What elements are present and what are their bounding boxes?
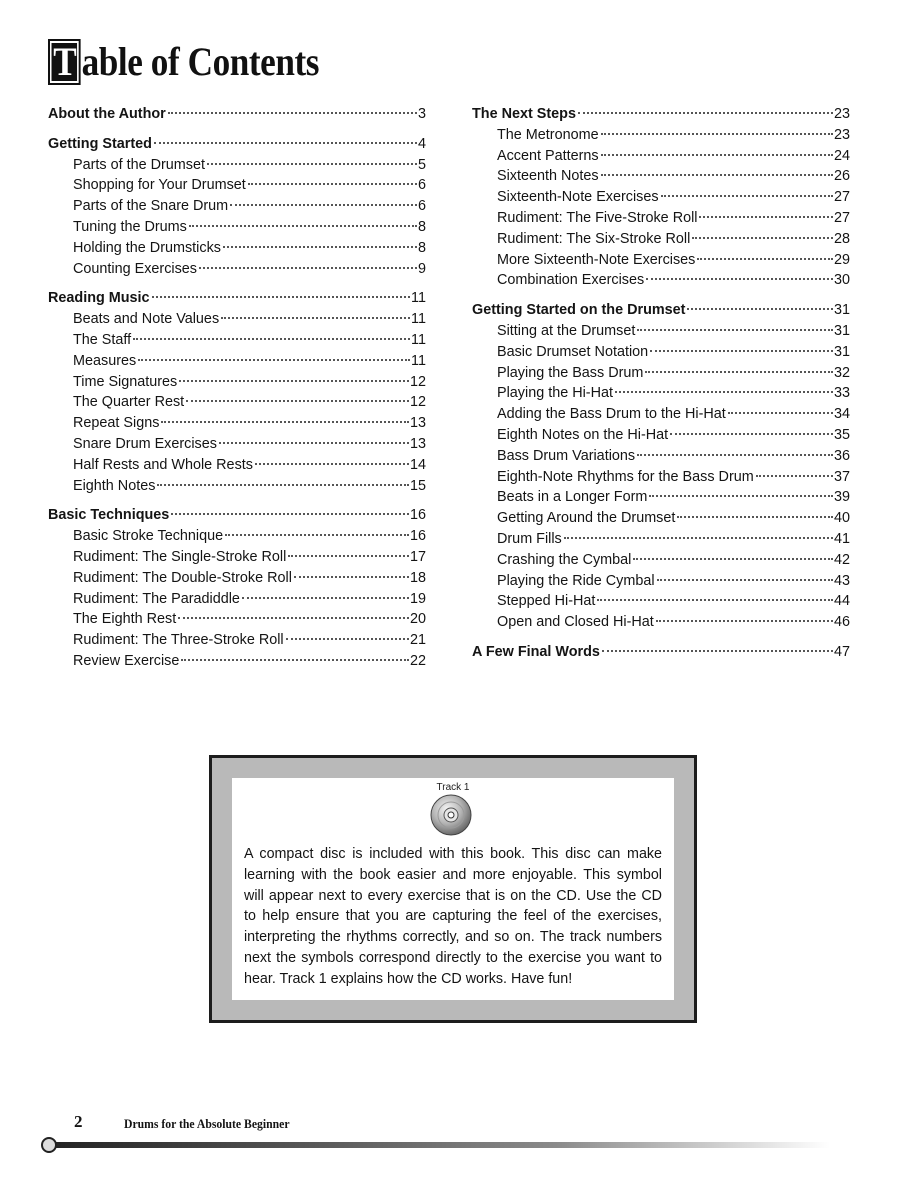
toc-page-number: 36 xyxy=(833,447,850,464)
toc-page-number: 32 xyxy=(833,364,850,381)
toc-page-number: 26 xyxy=(833,168,850,185)
dot-leader xyxy=(637,329,833,331)
page-title xyxy=(48,38,319,86)
toc-page-number: 29 xyxy=(833,251,850,268)
toc-page-number: 8 xyxy=(417,218,426,235)
toc-page-number: 30 xyxy=(833,272,850,289)
toc-page-number: 16 xyxy=(409,528,426,545)
toc-entry-title: Rudiment: The Double-Stroke Roll xyxy=(73,569,292,586)
toc-entry xyxy=(48,392,426,413)
track-label: Track 1 xyxy=(436,782,470,793)
toc-entry-title: Sitting at the Drumset xyxy=(497,322,636,339)
toc-page-number: 37 xyxy=(833,468,850,485)
dot-leader xyxy=(578,112,833,114)
toc-page-number: 39 xyxy=(833,489,850,506)
dot-leader xyxy=(171,513,409,515)
dot-leader xyxy=(633,558,833,560)
dot-leader xyxy=(650,350,833,352)
toc-page-number: 14 xyxy=(409,456,426,473)
toc-section-heading xyxy=(472,642,850,663)
toc-entry xyxy=(48,259,426,280)
toc-entry-title: Rudiment: The Single-Stroke Roll xyxy=(73,548,287,565)
toc-entry-title: A Few Final Words xyxy=(472,643,600,660)
dot-leader xyxy=(161,421,409,423)
toc-page-number: 21 xyxy=(409,632,426,649)
toc-section xyxy=(48,104,426,125)
toc-page-number: 34 xyxy=(833,406,850,423)
toc-entry xyxy=(472,383,850,404)
toc-page-number: 11 xyxy=(411,331,426,348)
toc-page-number: 3 xyxy=(417,106,426,122)
toc-entry xyxy=(48,413,426,434)
toc-entry xyxy=(48,547,426,568)
dot-leader xyxy=(168,112,417,114)
toc-entry-title: Stepped Hi-Hat xyxy=(497,593,596,610)
dot-leader xyxy=(178,617,409,619)
toc-entry-title: Measures xyxy=(73,352,137,369)
toc-entry xyxy=(48,630,426,651)
toc-entry-title: Adding the Bass Drum to the Hi-Hat xyxy=(497,406,726,423)
dot-leader xyxy=(687,308,833,310)
toc-left-column xyxy=(48,104,426,681)
cd-description: A compact disc is included with this book. This disc can make learning with the book easier and more enjoyable. This symbol will appear next to every exercise that is on the CD. Use the CD to help ensure that you are capturing the feel of the exercises, interpreting the rhythms correctly, and so on. The track numbers next the symbols correspond directly to the exercise you want to hear. Track 1 explains how the CD works. Have fun! xyxy=(244,846,662,987)
toc-page-number: 42 xyxy=(833,551,850,568)
toc-entry xyxy=(48,455,426,476)
toc-page-number: 23 xyxy=(833,126,850,143)
toc-page-number: 19 xyxy=(409,590,426,607)
dot-leader xyxy=(649,495,833,497)
toc-page-number: 44 xyxy=(833,593,850,610)
toc-page-number: 27 xyxy=(833,189,850,206)
dot-leader xyxy=(189,225,417,227)
dot-leader xyxy=(601,154,833,156)
dot-leader xyxy=(152,296,410,298)
toc-entry-title: Holding the Drumsticks xyxy=(73,239,221,256)
toc-entry-title: Counting Exercises xyxy=(73,260,197,277)
toc-page-number: 40 xyxy=(833,510,850,527)
toc-entry xyxy=(472,270,850,291)
toc-entry xyxy=(48,175,426,196)
dot-leader xyxy=(697,258,833,260)
toc-entry-title: Eighth Notes on the Hi-Hat xyxy=(497,426,669,443)
toc-entry xyxy=(48,238,426,259)
dot-leader xyxy=(597,599,833,601)
dot-leader xyxy=(661,195,833,197)
toc-page-number: 27 xyxy=(833,209,850,226)
dot-leader xyxy=(294,576,409,578)
toc-entry-title: Accent Patterns xyxy=(497,147,599,164)
toc-entry-title: Basic Techniques xyxy=(48,507,170,524)
toc-entry xyxy=(472,125,850,146)
toc-page-number: 23 xyxy=(833,106,850,122)
toc-entry xyxy=(472,166,850,187)
toc-entry-title: Eighth Notes xyxy=(73,477,156,494)
toc-entry-title: The Metronome xyxy=(497,126,599,143)
toc-entry-title: The Quarter Rest xyxy=(73,394,185,411)
dot-leader xyxy=(656,620,833,622)
dot-leader xyxy=(670,433,833,435)
dot-leader xyxy=(601,174,833,176)
dot-leader xyxy=(645,371,833,373)
toc-page-number: 6 xyxy=(417,177,426,194)
toc-section xyxy=(472,104,850,291)
toc-page-number: 43 xyxy=(833,572,850,589)
dot-leader xyxy=(133,338,410,340)
toc-entry-title: Parts of the Snare Drum xyxy=(73,198,229,215)
toc-entry xyxy=(472,550,850,571)
toc-page-number: 13 xyxy=(409,415,426,432)
dot-leader xyxy=(601,133,833,135)
toc-section-heading xyxy=(48,104,426,125)
toc-entry xyxy=(472,508,850,529)
toc-entry xyxy=(48,434,426,455)
toc-section xyxy=(48,505,426,671)
toc-entry-title: Reading Music xyxy=(48,290,150,307)
toc-page-number: 46 xyxy=(833,614,850,631)
toc-entry xyxy=(472,571,850,592)
dot-leader xyxy=(756,475,833,477)
toc-entry xyxy=(472,404,850,425)
toc-section xyxy=(48,134,426,280)
toc-page-number: 47 xyxy=(833,643,850,660)
toc-entry-title: The Staff xyxy=(73,331,132,348)
dot-leader xyxy=(699,216,833,218)
toc-entry-title: Snare Drum Exercises xyxy=(73,435,217,452)
toc-entry xyxy=(48,609,426,630)
toc-section-heading xyxy=(472,300,850,321)
toc-page-number: 13 xyxy=(409,435,426,452)
dot-leader xyxy=(248,183,417,185)
dot-leader xyxy=(242,597,409,599)
toc-entry xyxy=(48,589,426,610)
toc-page-number: 11 xyxy=(411,311,426,328)
toc-entry-title: The Next Steps xyxy=(472,106,576,122)
toc-section xyxy=(472,300,850,633)
dot-leader xyxy=(615,391,833,393)
toc-entry-title: The Eighth Rest xyxy=(73,611,177,628)
dot-leader xyxy=(657,579,833,581)
dot-leader xyxy=(564,537,833,539)
toc-entry xyxy=(472,321,850,342)
toc-page-number: 24 xyxy=(833,147,850,164)
dot-leader xyxy=(646,278,833,280)
toc-entry-title: Basic Drumset Notation xyxy=(497,343,649,360)
toc-page-number: 17 xyxy=(409,548,426,565)
toc-entry xyxy=(472,487,850,508)
toc-entry-title: Time Signatures xyxy=(73,373,178,390)
dot-leader xyxy=(225,534,409,536)
toc-entry-title: Playing the Ride Cymbal xyxy=(497,572,655,589)
title-rest: able of Contents xyxy=(81,39,320,84)
cd-info-box xyxy=(209,755,697,1023)
toc-entry-title: Playing the Hi-Hat xyxy=(497,385,613,402)
toc-page-number: 28 xyxy=(833,230,850,247)
toc-page-number: 4 xyxy=(417,135,426,152)
toc-page-number: 12 xyxy=(409,373,426,390)
toc-entry-title: Open and Closed Hi-Hat xyxy=(497,614,654,631)
toc-entry-title: Getting Started xyxy=(48,135,152,152)
toc-section xyxy=(48,288,426,496)
dot-leader xyxy=(230,204,417,206)
dot-leader xyxy=(255,463,409,465)
toc-entry xyxy=(48,330,426,351)
dot-leader xyxy=(157,484,409,486)
toc-page-number: 15 xyxy=(409,477,426,494)
dot-leader xyxy=(677,516,833,518)
toc-entry-title: Repeat Signs xyxy=(73,415,160,432)
toc-entry-title: Half Rests and Whole Rests xyxy=(73,456,253,473)
toc-entry xyxy=(472,250,850,271)
toc-section-heading xyxy=(48,288,426,309)
toc-page-number: 22 xyxy=(409,652,426,669)
dot-leader xyxy=(199,267,417,269)
toc-section-heading xyxy=(48,134,426,155)
toc-entry xyxy=(48,526,426,547)
toc-section-heading xyxy=(48,505,426,526)
dot-leader xyxy=(179,380,409,382)
toc-entry xyxy=(472,229,850,250)
toc-entry xyxy=(472,363,850,384)
toc-entry xyxy=(48,651,426,672)
toc-section xyxy=(472,642,850,663)
toc-entry-title: More Sixteenth-Note Exercises xyxy=(497,251,696,268)
toc-entry-title: Sixteenth-Note Exercises xyxy=(497,189,659,206)
toc-entry xyxy=(472,529,850,550)
toc-page-number: 11 xyxy=(411,290,426,307)
title-initial: T xyxy=(48,39,81,85)
toc-entry xyxy=(472,208,850,229)
toc-page-number: 5 xyxy=(417,156,426,173)
toc-entry-title: Parts of the Drumset xyxy=(73,156,205,173)
toc-entry-title: Combination Exercises xyxy=(497,272,645,289)
toc-page-number: 33 xyxy=(833,385,850,402)
toc-page-number: 20 xyxy=(409,611,426,628)
dot-leader xyxy=(181,659,409,661)
toc-entry xyxy=(472,467,850,488)
toc-page-number: 31 xyxy=(833,343,850,360)
toc-entry-title: Crashing the Cymbal xyxy=(497,551,632,568)
toc-entry-title: Review Exercise xyxy=(73,652,180,669)
toc-entry xyxy=(472,591,850,612)
toc-entry-title: Basic Stroke Technique xyxy=(73,528,224,545)
toc-entry xyxy=(472,612,850,633)
toc-entry-title: Sixteenth Notes xyxy=(497,168,599,185)
toc-page-number: 31 xyxy=(833,302,850,319)
toc-page-number: 12 xyxy=(409,394,426,411)
dot-leader xyxy=(637,454,833,456)
dot-leader xyxy=(692,237,833,239)
dot-leader xyxy=(286,638,409,640)
toc-page-number: 11 xyxy=(411,352,426,369)
toc-entry-title: Getting Around the Drumset xyxy=(497,510,676,527)
toc-page-number: 41 xyxy=(833,530,850,547)
dot-leader xyxy=(207,163,417,165)
toc-entry xyxy=(48,155,426,176)
toc-entry xyxy=(48,217,426,238)
dot-leader xyxy=(219,442,409,444)
toc-entry-title: Tuning the Drums xyxy=(73,218,187,235)
toc-entry xyxy=(472,187,850,208)
toc-entry xyxy=(472,446,850,467)
toc-entry-title: Eighth-Note Rhythms for the Bass Drum xyxy=(497,468,754,485)
compact-disc-icon xyxy=(430,794,472,836)
dot-leader xyxy=(154,142,417,144)
dot-leader xyxy=(602,650,833,652)
dot-leader xyxy=(223,246,417,248)
toc-page-number: 8 xyxy=(417,239,426,256)
toc-entry-title: About the Author xyxy=(48,106,166,122)
toc-entry xyxy=(48,372,426,393)
toc-entry-title: Getting Started on the Drumset xyxy=(472,302,686,319)
toc-entry-title: Beats and Note Values xyxy=(73,311,220,328)
dot-leader xyxy=(221,317,410,319)
toc-page-number: 16 xyxy=(409,507,426,524)
toc-entry-title: Rudiment: The Five-Stroke Roll xyxy=(497,209,698,226)
toc-entry-title: Drum Fills xyxy=(497,530,562,547)
toc-right-column xyxy=(472,104,850,672)
toc-entry xyxy=(48,309,426,330)
toc-entry xyxy=(48,568,426,589)
toc-entry xyxy=(48,196,426,217)
toc-page-number: 18 xyxy=(409,569,426,586)
dot-leader xyxy=(138,359,410,361)
toc-entry-title: Beats in a Longer Form xyxy=(497,489,648,506)
toc-entry xyxy=(472,425,850,446)
toc-entry xyxy=(48,476,426,497)
toc-section-heading xyxy=(472,104,850,125)
dot-leader xyxy=(728,412,833,414)
dot-leader xyxy=(288,555,409,557)
toc-entry-title: Rudiment: The Paradiddle xyxy=(73,590,240,607)
toc-page-number: 9 xyxy=(417,260,426,277)
toc-page-number: 31 xyxy=(833,322,850,339)
toc-entry-title: Rudiment: The Three-Stroke Roll xyxy=(73,632,284,649)
toc-page-number: 6 xyxy=(417,198,426,215)
toc-entry-title: Playing the Bass Drum xyxy=(497,364,644,381)
toc-entry xyxy=(48,351,426,372)
dot-leader xyxy=(186,400,409,402)
toc-page-number: 35 xyxy=(833,426,850,443)
footer-book-title: Drums for the Absolute Beginner xyxy=(124,1116,290,1131)
toc-entry-title: Shopping for Your Drumset xyxy=(73,177,246,194)
toc-entry-title: Bass Drum Variations xyxy=(497,447,636,464)
footer-page-number: 2 xyxy=(74,1112,83,1131)
footer-rule xyxy=(40,1136,830,1154)
toc-entry xyxy=(472,342,850,363)
toc-entry-title: Rudiment: The Six-Stroke Roll xyxy=(497,230,691,247)
toc-entry xyxy=(472,146,850,167)
cd-info-inner xyxy=(232,778,674,1000)
